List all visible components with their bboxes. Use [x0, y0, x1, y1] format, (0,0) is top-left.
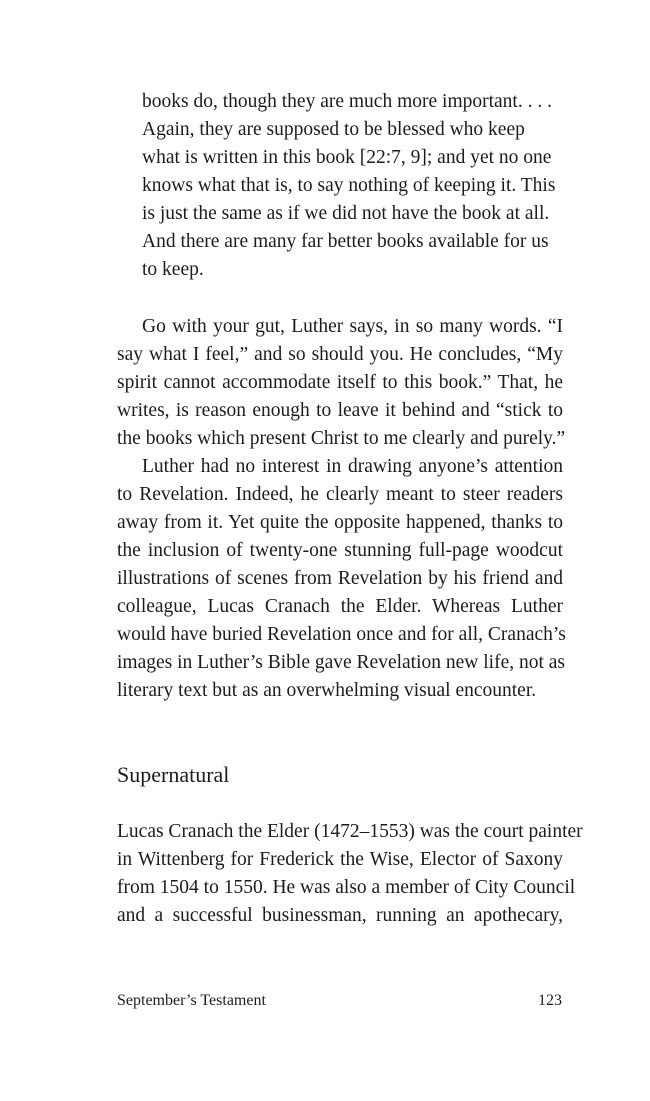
paragraph-line: Luther had no interest in drawing anyone’s attention [142, 456, 563, 477]
paragraph-line: spirit cannot accommodate itself to this book.” That, he [117, 372, 563, 393]
paragraph-line: from 1504 to 1550. He was also a member of City Council [117, 877, 576, 898]
paragraph-line: colleague, Lucas Cranach the Elder. Whereas Luther [117, 596, 563, 617]
paragraph-line: literary text but as an overwhelming visual encounter. [117, 680, 537, 701]
section-heading: Supernatural [117, 762, 230, 787]
paragraph-line: in Wittenberg for Frederick the Wise, Elector of Saxony [117, 849, 563, 870]
paragraph-line: illustrations of scenes from Revelation by his friend and [117, 568, 563, 589]
running-footer-title: September’s Testament [117, 992, 266, 1009]
paragraph-line: to Revelation. Indeed, he clearly meant to steer readers [117, 484, 563, 505]
quote-line: what is written in this book [22:7, 9]; and yet no one [142, 147, 552, 168]
paragraph-line: say what I feel,” and so should you. He concludes, “My [117, 344, 563, 365]
quote-line: is just the same as if we did not have the book at all. [142, 203, 550, 224]
paragraph-line: away from it. Yet quite the opposite happened, thanks to [117, 512, 563, 533]
quote-line: to keep. [142, 259, 204, 280]
quote-line: Again, they are supposed to be blessed who keep [142, 119, 525, 140]
block-quote [142, 88, 572, 284]
paragraph-line: images in Luther’s Bible gave Revelation new life, not as [117, 652, 566, 673]
paragraph-line: writes, is reason enough to leave it behind and “stick to [117, 400, 563, 421]
page-number: 123 [538, 992, 562, 1009]
paragraph-line: Go with your gut, Luther says, in so many words. “I [142, 316, 563, 337]
paragraph-line: Lucas Cranach the Elder (1472–1553) was the court painter [117, 821, 583, 842]
paragraph-gut-feeling [117, 313, 566, 453]
paragraph-line: and a successful businessman, running an apothecary, [117, 905, 563, 926]
paragraph-cranach-woodcuts [117, 453, 566, 705]
paragraph-cranach-bio [117, 818, 583, 930]
quote-line: books do, though they are much more important. . . . [142, 91, 552, 112]
quote-line: knows what that is, to say nothing of keeping it. This [142, 175, 556, 196]
paragraph-line: the inclusion of twenty-one stunning full-page woodcut [117, 540, 563, 561]
quote-line: And there are many far better books available for us [142, 231, 549, 252]
paragraph-line: would have buried Revelation once and for all, Cranach’s [117, 624, 566, 645]
paragraph-line: the books which present Christ to me clearly and purely.” [117, 428, 566, 449]
